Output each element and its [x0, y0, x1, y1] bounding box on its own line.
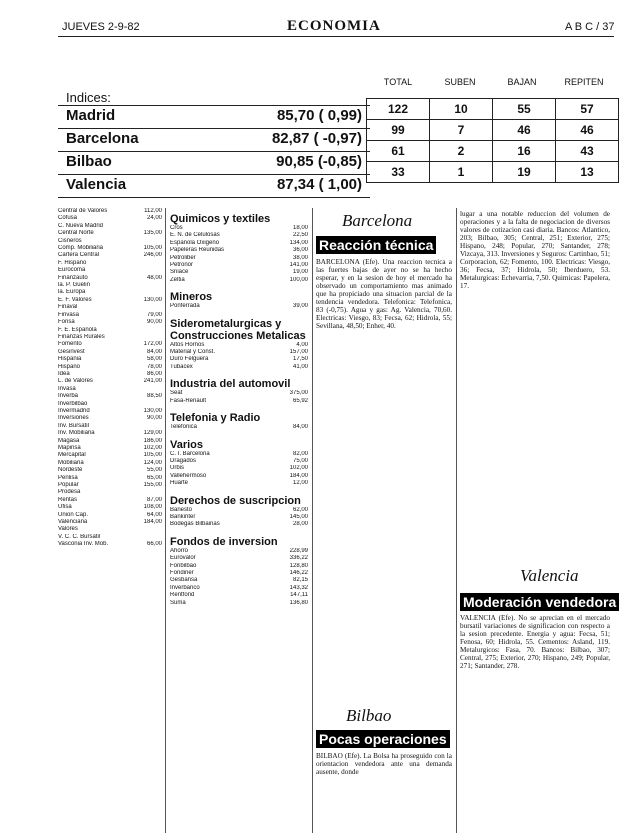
market-cell: 43 [556, 141, 619, 162]
section-title: ECONOMIA [287, 18, 381, 34]
stock-row: C. I. Barcelona 82,00 [170, 450, 308, 457]
valencia-section-title: Valencia [520, 566, 579, 585]
index-value: 85,70 ( 0,99) [276, 107, 362, 124]
stock-row: Inversiones 90,00 [58, 415, 162, 422]
stock-row: Idea 86,00 [58, 370, 162, 377]
stock-row: Valores [58, 526, 78, 533]
stock-row: Fomento 172,00 [58, 341, 162, 348]
stock-row: Tubacex 41,00 [170, 363, 308, 370]
stock-row: Central Norte 135,00 [58, 230, 162, 237]
market-cell: 1 [430, 162, 493, 183]
column-divider [456, 208, 457, 833]
market-summary-table [366, 98, 619, 183]
stock-row: Ahorro 228,99 [170, 547, 308, 554]
barcelona-headline: Reacción técnica [316, 236, 436, 254]
stock-row: Mobiliaria 124,00 [58, 459, 162, 466]
stock-listing-column [58, 208, 162, 549]
stock-row: la. Europa [58, 289, 86, 296]
stock-row: Fondiner 146,22 [170, 569, 308, 576]
stock-row: Union Cap. 64,00 [58, 511, 162, 518]
bilbao-headline: Pocas operaciones [316, 730, 450, 748]
stock-row: Eurocoma [58, 267, 86, 274]
stock-row: Finaval [58, 304, 78, 311]
right-article: lugar a una notable reduccion del volumen de operaciones y a la falta de negociacion de diversos valores de cotizacion casi diaria. Bancos: Atlantico, 203; Bilbao, 305; Central, 251; Exterior, 275; Hispano, 248; Popular, 270; Santander, 278; Vizcaya, 313. Inversiones y Seguros: Cartinbao, 51; Corporacion, 62; Fomento, 100. Electricas: Viesgo, 36; Fecsa, 37; Hidrola, 50; Iberduero, 53. Metalurgicas: Echevarria, 7,50. Quimicas: Papelera, 17. [460, 210, 610, 290]
stock-row: Papeleras Reunidas 36,00 [170, 247, 308, 254]
index-name: Bilbao [66, 153, 112, 170]
stock-row: Telefonica 84,00 [170, 424, 308, 431]
market-header-suben: SUBEN [444, 77, 476, 87]
market-cell: 16 [493, 141, 556, 162]
stock-row: Finvasa 79,00 [58, 311, 162, 318]
sector-heading: Quimicos y textiles [170, 213, 271, 225]
stock-row: Gesinvest 84,00 [58, 348, 162, 355]
stock-row: Finanzauto 48,00 [58, 274, 162, 281]
stock-row: Ufisa 108,00 [58, 504, 162, 511]
stock-row: Penlisa 65,00 [58, 474, 162, 481]
indices-box [58, 105, 370, 198]
stock-row: E. F. Valores 130,00 [58, 296, 162, 303]
stock-row: Bodegas Bilbainas 28,00 [170, 521, 308, 528]
valencia-headline: Moderación vendedora [460, 593, 619, 611]
stock-row: Bankinter 145,00 [170, 513, 308, 520]
stock-row: Fonbilbao 128,80 [170, 562, 308, 569]
stock-row: Duro Felguera 17,50 [170, 356, 308, 363]
stock-row: Rentas 87,00 [58, 496, 162, 503]
stock-row: Mapinsa 102,00 [58, 445, 162, 451]
bilbao-article: BILBAO (Efe). La Bolsa ha proseguido con la orientacion vendedora ante una demanda ausente, donde [316, 752, 452, 776]
stock-row: Finanzas Rurales [58, 333, 105, 340]
market-cell: 46 [556, 120, 619, 141]
sector-heading: Varios [170, 438, 204, 451]
stock-row: Rentfond 147,11 [170, 592, 308, 599]
market-cell: 122 [367, 99, 430, 120]
stock-row: Mercapital 105,00 [58, 452, 162, 459]
market-cell: 33 [367, 162, 430, 183]
stock-row: Inverba 88,50 [58, 393, 162, 400]
valencia-article: VALENCIA (Efe). No se aprecian en el mercado bursatil variaciones de significacion con respecto a la sesion precedente. Energia y agua: Fecsa, 51; Fenosa, 60; Hidrola, 55. Cementos: Asland, 119. Metalurgicos: Fasa, 70. Bancos: Bilbao, 307; Central, 275; Exterior, 270; Hispano, 249; Popular, 271; Santander, 278. [460, 614, 610, 670]
sector-heading: Fondos de inversion [170, 535, 278, 548]
stock-row: Inverbanco 143,32 [170, 584, 308, 591]
stock-row: L. de Valores 241,00 [58, 378, 162, 385]
stock-sections-column [170, 210, 308, 611]
stock-row: Cofusa 24,00 [58, 215, 162, 222]
stock-row: Espanola Oxigeno 134,00 [170, 239, 308, 246]
sector-heading: Mineros [170, 291, 213, 304]
market-row [367, 99, 619, 120]
sector-heading: Derechos de suscripcion [170, 494, 301, 507]
stock-row: Huarte 12,00 [170, 480, 308, 487]
stock-row: Hispano 78,00 [58, 363, 162, 370]
bilbao-section-title: Bilbao [346, 706, 392, 725]
stock-row: Invasa [58, 385, 76, 392]
stock-row: Banesto 62,00 [170, 506, 308, 513]
index-value: 87,34 ( 1,00) [276, 176, 362, 193]
stock-row: Vallehermoso 184,00 [170, 472, 308, 479]
stock-row: Prodesa [58, 489, 81, 496]
stock-row: E. N. de Celulosas 22,50 [170, 232, 308, 239]
stock-row: Central de Valores 112,00 [58, 208, 162, 214]
market-cell: 57 [556, 99, 619, 120]
stock-row: Comp. Mobiliaria 105,00 [58, 245, 162, 252]
stock-row: F. Hispano [58, 259, 87, 266]
stock-row: Urbis 102,00 [170, 465, 308, 472]
market-header-total: TOTAL [383, 77, 413, 87]
market-header-repiten: REPITEN [564, 77, 604, 87]
barcelona-article: BARCELONA (Efe). Una reaccion tecnica a las fuertes bajas de ayer no se ha hecho esperar, y en la sesion de hoy el mercado ha observado un comportamiento mas animado que ha propiciado una situacion parcial de la tendencia vendedora. Telefonica: Telefonica, 83 (-0,75). Agua y gas: Ag. Valencia, 70,60. Electricas: Viesgo, 83; Fecsa, 62; Hidrola, 55; Sevillana, 48,50; Enher, 40. [316, 258, 452, 330]
stock-row: C. Nueva Madrid [58, 222, 104, 229]
indices-label: Indices: [66, 90, 111, 105]
stock-row: Fasa-Renault 65,92 [170, 397, 308, 404]
stock-row: V. C. C. Bursatil [58, 533, 101, 540]
market-cell: 61 [367, 141, 430, 162]
index-name: Barcelona [66, 130, 139, 147]
stock-row: Suma 136,80 [170, 599, 308, 606]
stock-row: Nordeste 55,00 [58, 467, 162, 474]
stock-row: Invermadrid 130,00 [58, 407, 162, 414]
header-rule [58, 36, 614, 37]
stock-row: Dragados 75,00 [170, 457, 308, 464]
sector-heading: Industria del automovil [170, 378, 291, 391]
stock-row: Valenciana 184,00 [58, 519, 162, 526]
stock-row: Inverbilbao [58, 400, 88, 407]
market-row [367, 120, 619, 141]
index-value: 82,87 ( -0,97) [271, 130, 362, 147]
market-cell: 19 [493, 162, 556, 183]
market-cell: 99 [367, 120, 430, 141]
barcelona-section-title: Barcelona [342, 211, 413, 230]
stock-row: Zeltia 100,00 [170, 276, 308, 283]
stock-row: Vasconia Inv. Mob. 66,00 [58, 541, 162, 548]
stock-row: Altos Hornos 4,00 [170, 341, 308, 348]
market-row [367, 141, 619, 162]
stock-row: Ponferrada 39,00 [170, 303, 308, 310]
index-value: 90,85 (-0,85) [276, 153, 362, 170]
stock-row: Cros 18,00 [170, 225, 308, 231]
sector-heading: Siderometalurgicas y Construcciones Metalicas [170, 317, 306, 342]
market-cell: 10 [430, 99, 493, 120]
stock-row: Magasa 186,00 [58, 437, 162, 444]
stock-row: Fonsa 90,00 [58, 319, 162, 326]
sector-heading: Telefonia y Radio [170, 412, 261, 425]
stock-row: la. P. Guelin [58, 282, 90, 289]
stock-row: Popular 155,00 [58, 482, 162, 489]
stock-row: Petroliber 38,00 [170, 254, 308, 261]
index-name: Valencia [66, 176, 127, 193]
market-cell: 55 [493, 99, 556, 120]
stock-row: Inv. Mobiliaria 129,00 [58, 430, 162, 437]
stock-row: Sniace 19,00 [170, 269, 308, 276]
stock-row: Hispania 58,00 [58, 356, 162, 363]
market-row [367, 162, 619, 183]
stock-row: Eurovalor 336,22 [170, 555, 308, 562]
column-divider [312, 208, 313, 833]
index-name: Madrid [66, 107, 116, 124]
stock-row: Petronor 141,00 [170, 262, 308, 269]
stock-row: Material y Const. 157,00 [170, 349, 308, 356]
stock-row: Cartera Central 246,00 [58, 252, 162, 259]
stock-row: Seat 375,00 [170, 390, 308, 397]
market-cell: 2 [430, 141, 493, 162]
column-divider [165, 208, 166, 833]
page-number: A B C / 37 [565, 21, 615, 33]
stock-row: Gesbansa 82,15 [170, 577, 308, 584]
stock-row: Inv. Bursatil [58, 422, 89, 429]
stock-row: F. E. Espanola [58, 326, 97, 333]
page-date: JUEVES 2-9-82 [62, 21, 140, 33]
stock-row: Cisneros [58, 237, 82, 244]
market-cell: 13 [556, 162, 619, 183]
market-cell: 46 [493, 120, 556, 141]
market-header-bajan: BAJAN [507, 77, 537, 87]
market-cell: 7 [430, 120, 493, 141]
